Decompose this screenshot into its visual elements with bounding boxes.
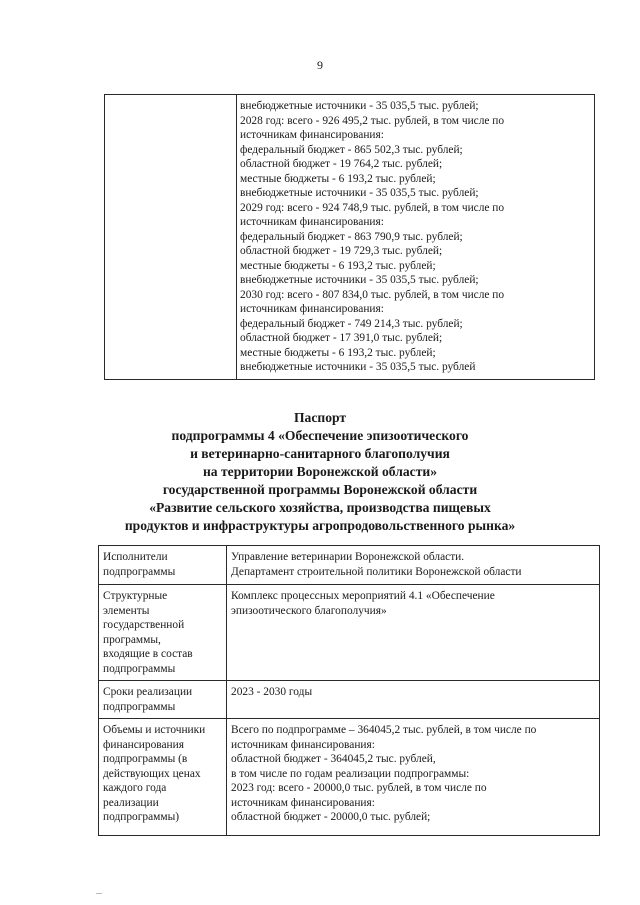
value-line: источникам финансирования: [231, 738, 375, 751]
row-label-executors [99, 546, 227, 585]
continuation-table [104, 94, 595, 380]
value-line: Департамент строительной политики Воронежской области [231, 565, 522, 578]
text-line: местные бюджеты - 6 193,2 тыс. рублей; [240, 259, 436, 272]
label-line: действующих ценах [103, 767, 201, 780]
heading-line: на территории Воронежской области» [202, 464, 438, 479]
label-line: реализации [103, 796, 159, 809]
label-line: подпрограммы (в [103, 753, 188, 765]
label-line: государственной [103, 619, 185, 631]
value-line: Всего по подпрограмме – 364045,2 тыс. рублей, в том числе по [231, 724, 537, 736]
label-line: Объемы и источники [103, 724, 206, 736]
table-row [99, 546, 600, 585]
financing-details-cell [237, 95, 595, 380]
text-line: 2030 год: всего - 807 834,0 тыс. рублей, в том числе по [240, 288, 505, 301]
value-line: Управление ветеринарии Воронежской области. [231, 551, 465, 563]
label-line: подпрограммы [103, 662, 176, 675]
passport-heading [40, 409, 600, 535]
heading-title: Паспорт [293, 410, 347, 425]
page-number: 9 [317, 58, 323, 72]
text-line: 2028 год: всего - 926 495,2 тыс. рублей, в том числе по [240, 114, 505, 127]
heading-line: продуктов и инфраструктуры агропродовольственного рынка» [124, 518, 516, 533]
label-line: элементы [103, 604, 150, 617]
label-line: программы, [103, 633, 161, 646]
table-row [105, 95, 595, 380]
text-line: 2029 год: всего - 924 748,9 тыс. рублей, в том числе по [240, 201, 505, 214]
value-line: эпизоотического благополучия» [231, 604, 387, 617]
label-line: каждого года [103, 782, 167, 794]
text-line: местные бюджеты - 6 193,2 тыс. рублей; [240, 346, 436, 359]
value-line: областной бюджет - 20000,0 тыс. рублей; [231, 811, 431, 823]
value-line: в том числе по годам реализации подпрограммы: [231, 767, 470, 780]
label-line: Исполнители [103, 551, 168, 563]
value-line: Комплекс процессных мероприятий 4.1 «Обеспечение [231, 590, 495, 602]
value-line: источникам финансирования: [231, 796, 375, 809]
text-line: внебюджетные источники - 35 035,5 тыс. рублей; [240, 187, 479, 199]
table-row [99, 719, 600, 836]
heading-line: государственной программы Воронежской области [162, 482, 478, 497]
value-line: областной бюджет - 364045,2 тыс. рублей, [231, 753, 436, 765]
text-line: источникам финансирования: [240, 303, 384, 315]
text-line: областной бюджет - 19 764,2 тыс. рублей; [240, 158, 443, 170]
table-row [99, 681, 600, 719]
value-line: 2023 год: всего - 20000,0 тыс. рублей, в том числе по [231, 782, 487, 794]
row-value-funding [227, 719, 600, 836]
table-row [99, 585, 600, 681]
text-line: внебюджетные источники - 35 035,5 тыс. рублей; [240, 274, 479, 286]
text-line: внебюджетные источники - 35 035,5 тыс. рублей [240, 361, 476, 373]
empty-label-cell [105, 95, 237, 380]
row-value-timeline [227, 681, 600, 719]
label-line: подпрограммы) [103, 811, 180, 823]
row-label-timeline [99, 681, 227, 719]
scan-artifact-mark [96, 893, 102, 894]
text-line: областной бюджет - 19 729,3 тыс. рублей; [240, 245, 443, 257]
row-label-funding [99, 719, 227, 836]
text-line: внебюджетные источники - 35 035,5 тыс. рублей; [240, 100, 479, 112]
label-line: входящие в состав [103, 648, 193, 660]
text-line: источникам финансирования: [240, 129, 384, 141]
row-label-structural-elements [99, 585, 227, 681]
label-line: подпрограммы [103, 565, 176, 578]
text-line: областной бюджет - 17 391,0 тыс. рублей; [240, 332, 443, 344]
value-line: 2023 - 2030 годы [231, 686, 313, 698]
text-line: источникам финансирования: [240, 216, 384, 228]
heading-line: и ветеринарно-санитарного благополучия [190, 446, 450, 461]
text-line: федеральный бюджет - 863 790,9 тыс. рублей; [240, 230, 463, 243]
text-line: федеральный бюджет - 865 502,3 тыс. рублей; [240, 143, 463, 156]
row-value-executors [227, 546, 600, 585]
label-line: Сроки реализации [103, 686, 193, 698]
label-line: финансирования [103, 738, 184, 751]
label-line: Структурные [103, 590, 168, 602]
heading-line: подпрограммы 4 «Обеспечение эпизоотического [171, 428, 469, 443]
text-line: местные бюджеты - 6 193,2 тыс. рублей; [240, 172, 436, 185]
text-line: федеральный бюджет - 749 214,3 тыс. рублей; [240, 317, 463, 330]
label-line: подпрограммы [103, 700, 176, 713]
passport-table [98, 545, 600, 836]
heading-line: «Развитие сельского хозяйства, производства пищевых [149, 500, 491, 515]
row-value-structural-elements [227, 585, 600, 681]
